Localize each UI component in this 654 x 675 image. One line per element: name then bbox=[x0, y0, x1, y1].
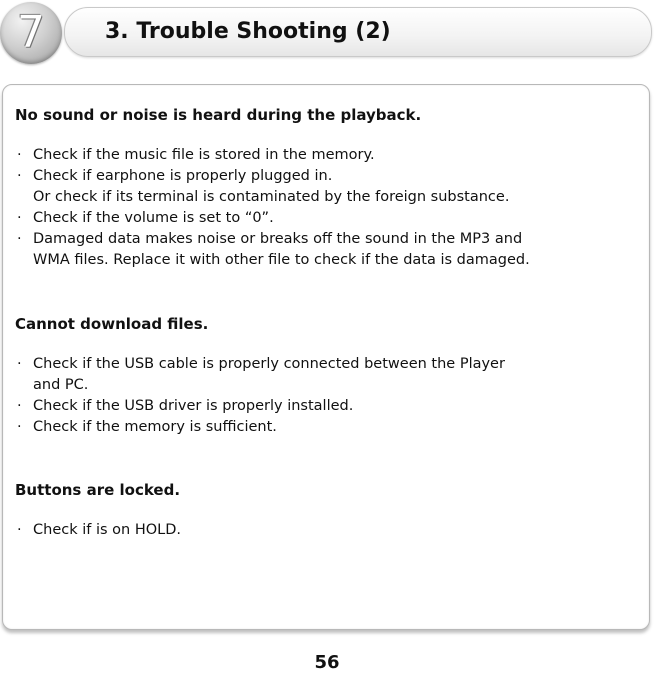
list-item bbox=[15, 354, 635, 396]
item-list bbox=[15, 354, 635, 438]
item-text: Or check if its terminal is contaminated by the foreign substance. bbox=[33, 189, 510, 205]
list-item bbox=[15, 520, 635, 541]
section-heading: Cannot download files. bbox=[15, 315, 209, 333]
item-text: Check if the memory is sufficient. bbox=[33, 419, 277, 435]
section-heading: No sound or noise is heard during the playback. bbox=[15, 106, 422, 124]
bullet: · bbox=[17, 356, 22, 372]
bullet: · bbox=[17, 398, 22, 414]
bullet: · bbox=[17, 147, 22, 163]
item-text: Check if the music file is stored in the memory. bbox=[33, 147, 375, 163]
item-list bbox=[15, 520, 635, 541]
item-text: Check if the USB cable is properly connected between the Player bbox=[33, 356, 505, 372]
page-number: 56 bbox=[314, 652, 340, 673]
list-item bbox=[15, 208, 635, 229]
list-item bbox=[15, 166, 635, 208]
list-item bbox=[15, 229, 635, 271]
item-text: Check if the USB driver is properly installed. bbox=[33, 398, 354, 414]
bullet: · bbox=[17, 231, 22, 247]
item-text: Check if the volume is set to “0”. bbox=[33, 210, 274, 226]
bullet: · bbox=[17, 419, 22, 435]
item-text: Check if earphone is properly plugged in. bbox=[33, 168, 333, 184]
item-text: WMA files. Replace it with other file to check if the data is damaged. bbox=[33, 252, 530, 268]
chapter-badge bbox=[0, 2, 62, 64]
section-cannot-download bbox=[15, 314, 635, 435]
section-buttons-locked bbox=[15, 480, 635, 538]
item-text: Check if is on HOLD. bbox=[33, 522, 181, 538]
bullet: · bbox=[17, 210, 22, 226]
list-item bbox=[15, 145, 635, 166]
item-text: Damaged data makes noise or breaks off the sound in the MP3 and bbox=[33, 231, 523, 247]
section-heading: Buttons are locked. bbox=[15, 481, 181, 499]
list-item bbox=[15, 396, 635, 417]
item-list bbox=[15, 145, 635, 271]
item-text: and PC. bbox=[33, 377, 89, 393]
title-bar bbox=[64, 7, 652, 57]
bullet: · bbox=[17, 168, 22, 184]
bullet: · bbox=[17, 522, 22, 538]
list-item bbox=[15, 417, 635, 438]
content-box bbox=[2, 84, 650, 630]
chapter-number: 7 bbox=[17, 7, 45, 58]
page-title: 3. Trouble Shooting (2) bbox=[105, 19, 391, 44]
section-no-sound bbox=[15, 105, 635, 268]
